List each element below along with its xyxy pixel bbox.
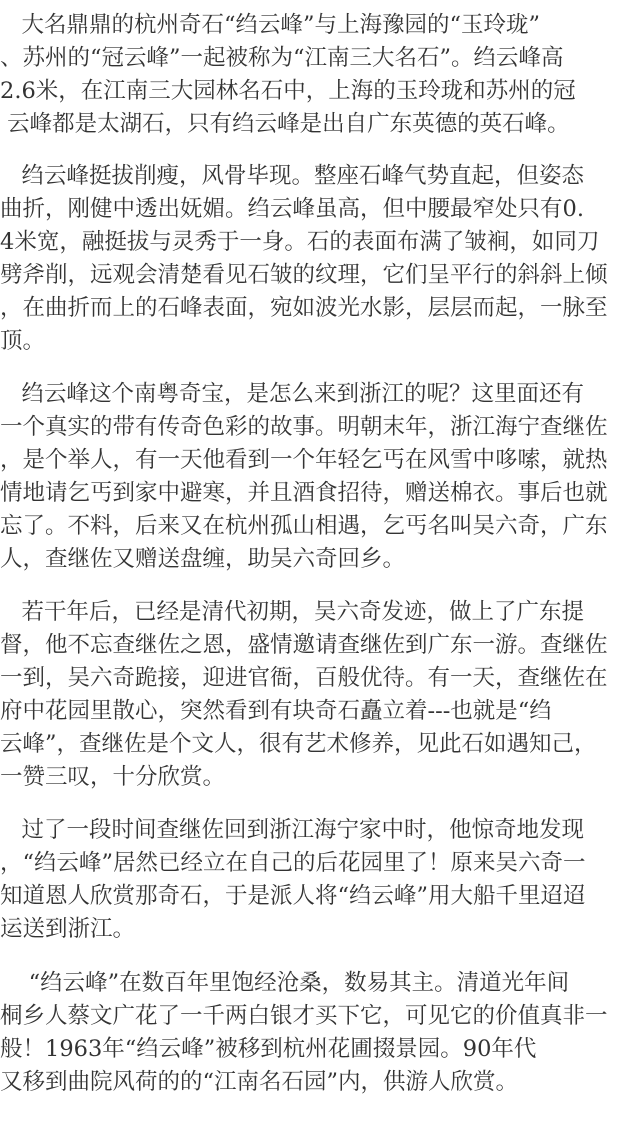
text-line: “绉云峰”在数百年里饱经沧桑，数易其主。清道光年间 bbox=[0, 970, 570, 996]
text-line: 过了一段时间查继佐回到浙江海宁家中时，他惊奇地发现 bbox=[0, 817, 584, 843]
text-line: 一个真实的带有传奇色彩的故事。明朝末年，浙江海宁查继佐 bbox=[0, 414, 608, 440]
text-line: 2.6米，在江南三大园林名石中，上海的玉玲珑和苏州的冠 bbox=[0, 78, 576, 104]
text-line: 忘了。不料，后来又在杭州孤山相遇，乞丐名叫吴六奇，广东 bbox=[0, 513, 608, 539]
text-line: 般！1963年“绉云峰”被移到杭州花圃掇景园。90年代 bbox=[0, 1036, 537, 1062]
text-line: 若干年后，已经是清代初期，吴六奇发迹，做上了广东提 bbox=[0, 599, 584, 625]
text-line: 4米宽，融挺拔与灵秀于一身。石的表面布满了皱裥，如同刀 bbox=[0, 229, 600, 255]
text-line: 顶。 bbox=[0, 328, 46, 354]
text-line: ，在曲折而上的石峰表面，宛如波光水影，层层而起，一脉至 bbox=[0, 295, 608, 321]
text-line: 运送到浙江。 bbox=[0, 916, 136, 942]
text-line: 大名鼎鼎的杭州奇石“绉云峰”与上海豫园的“玉玲珑” bbox=[0, 12, 540, 38]
text-line: 、苏州的“冠云峰”一起被称为“江南三大名石”。绉云峰高 bbox=[0, 45, 564, 71]
text-line: ，“绉云峰”居然已经立在自己的后花园里了！原来吴六奇一 bbox=[0, 850, 586, 876]
text-line: 府中花园里散心，突然看到有块奇石矗立着---也就是“绉 bbox=[0, 698, 552, 724]
text-line: 劈斧削，远观会清楚看见石皱的纹理，它们呈平行的斜斜上倾 bbox=[0, 262, 608, 288]
text-line: 云峰”，查继佐是个文人，很有艺术修养，见此石如遇知己， bbox=[0, 731, 597, 757]
text-line: 又移到曲院风荷的的“江南名石园”内，供游人欣赏。 bbox=[0, 1069, 519, 1095]
text-line: 绉云峰挺拔削瘦，风骨毕现。整座石峰气势直起，但姿态 bbox=[0, 163, 584, 189]
text-line: 一到，吴六奇跪接，迎进官衙，百般优待。有一天，查继佐在 bbox=[0, 665, 608, 691]
text-line: 督，他不忘查继佐之恩，盛情邀请查继佐到广东一游。查继佐 bbox=[0, 632, 608, 658]
text-line: 曲折，刚健中透出妩媚。绉云峰虽高，但中腰最窄处只有0. bbox=[0, 196, 584, 222]
text-line: 人，查继佐又赠送盘缠，助吴六奇回乡。 bbox=[0, 546, 406, 572]
text-line: 绉云峰这个南粤奇宝，是怎么来到浙江的呢？这里面还有 bbox=[0, 381, 584, 407]
text-line: 知道恩人欣赏那奇石，于是派人将“绉云峰”用大船千里迢迢 bbox=[0, 883, 586, 909]
text-line: 云峰都是太湖石，只有绉云峰是出自广东英德的英石峰。 bbox=[0, 111, 570, 137]
text-line: ，是个举人，有一天他看到一个年轻乞丐在风雪中哆嗦，就热 bbox=[0, 447, 608, 473]
text-line: 情地请乞丐到家中避寒，并且酒食招待，赠送棉衣。事后也就 bbox=[0, 480, 608, 506]
text-line: 一赞三叹，十分欣赏。 bbox=[0, 764, 226, 790]
text-line: 桐乡人蔡文广花了一千两白银才买下它，可见它的价值真非一 bbox=[0, 1003, 608, 1029]
